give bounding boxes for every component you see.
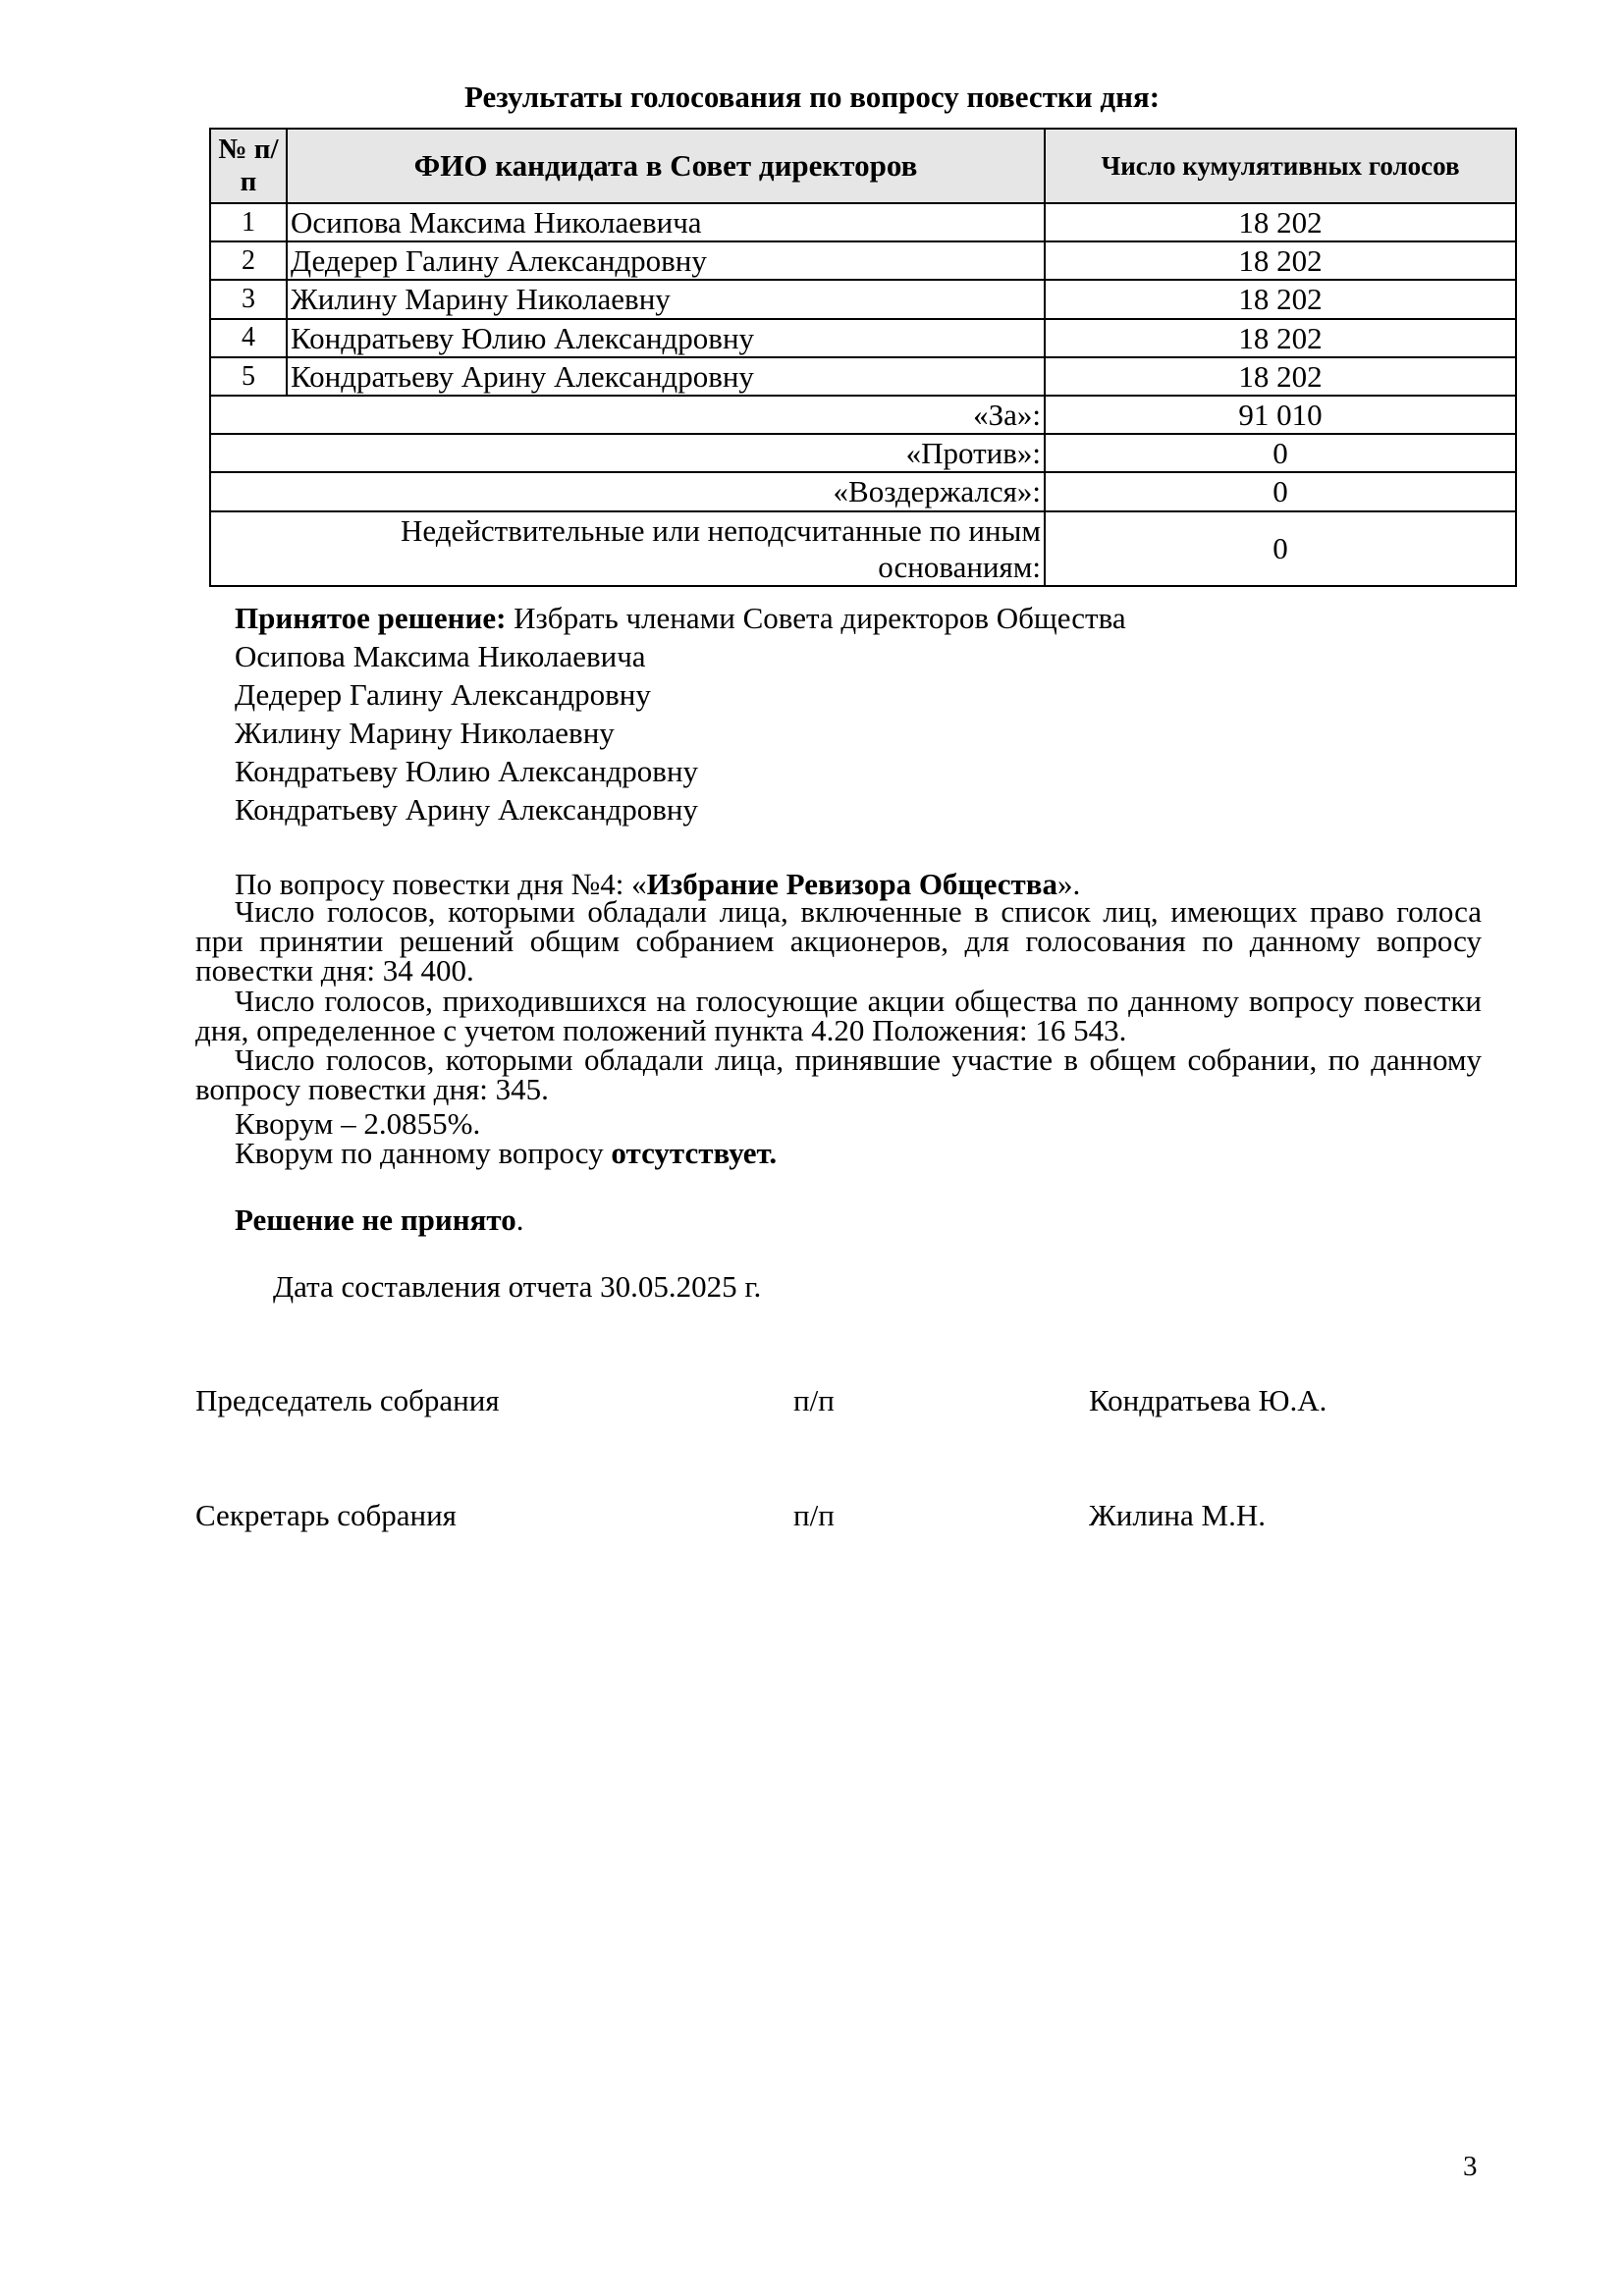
table-row — [210, 241, 1516, 280]
candidate-name: Дедерер Галину Александровну — [287, 241, 1045, 280]
row-number: 4 — [210, 319, 287, 357]
total-label-invalid-line1: Недействительные или неподсчитанные по иным — [401, 512, 1041, 548]
voting-results-table — [209, 128, 1517, 587]
total-value-for: 91 010 — [1045, 396, 1516, 434]
signature-mark: п/п — [793, 1383, 835, 1417]
signature-name: Кондратьева Ю.А. — [1089, 1383, 1327, 1417]
decision-name: Кондратьеву Арину Александровну — [235, 792, 698, 827]
question4-paragraph-eligible-votes — [195, 894, 1482, 988]
signature-mark: п/п — [793, 1498, 835, 1532]
candidate-votes: 18 202 — [1045, 280, 1516, 318]
total-label-for: «За»: — [210, 396, 1045, 434]
total-label-against: «Против»: — [210, 434, 1045, 472]
question4-paragraph-participants — [195, 1042, 1482, 1106]
decision-result-bold: Решение не принято — [235, 1202, 516, 1237]
decision-name: Кондратьеву Юлию Александровну — [235, 754, 699, 788]
decision-result — [235, 1201, 524, 1238]
total-row-against — [210, 434, 1516, 472]
results-title: Результаты голосования по вопросу повестки дня: — [463, 80, 1161, 114]
total-value-against: 0 — [1045, 434, 1516, 472]
candidate-name: Осипова Максима Николаевича — [287, 203, 1045, 241]
question4-intro-title: Избрание Ревизора Общества — [646, 867, 1057, 901]
row-number: 3 — [210, 280, 287, 318]
total-label-invalid-line2: основаниям: — [878, 549, 1041, 584]
table-row — [210, 357, 1516, 396]
total-row-invalid — [210, 511, 1516, 586]
candidate-name: Жилину Марину Николаевну — [287, 280, 1045, 318]
decision-text: Избрать членами Совета директоров Общества — [506, 601, 1126, 635]
quorum-value: Кворум – 2.0855%. — [235, 1106, 481, 1141]
total-row-abstained — [210, 472, 1516, 510]
quorum-status-prefix: Кворум по данному вопросу — [235, 1136, 612, 1170]
table-row — [210, 280, 1516, 318]
table-row — [210, 203, 1516, 241]
quorum-status-bold: отсутствует. — [611, 1136, 778, 1170]
decision-line — [235, 600, 1126, 636]
decision-name: Осипова Максима Николаевича — [235, 639, 646, 673]
page-number: 3 — [1463, 2151, 1478, 2182]
candidate-name: Кондратьеву Юлию Александровну — [287, 319, 1045, 357]
decision-result-suffix: . — [515, 1202, 524, 1237]
signature-role: Секретарь собрания — [195, 1498, 457, 1532]
row-number: 1 — [210, 203, 287, 241]
row-number: 5 — [210, 357, 287, 396]
header-candidate-name: ФИО кандидата в Совет директоров — [287, 129, 1045, 203]
candidate-votes: 18 202 — [1045, 357, 1516, 396]
header-cumulative-votes: Число кумулятивных голосов — [1045, 129, 1516, 203]
total-label-invalid — [210, 511, 1045, 586]
total-value-abstained: 0 — [1045, 472, 1516, 510]
total-row-for — [210, 396, 1516, 434]
row-number: 2 — [210, 241, 287, 280]
signature-name: Жилина М.Н. — [1089, 1498, 1266, 1532]
table-row — [210, 319, 1516, 357]
candidate-votes: 18 202 — [1045, 203, 1516, 241]
paragraph-text: Число голосов, приходившихся на голосующие акции общества по данному вопросу повестки дня, определенное с учетом положений пункта 4.20 Положения: 16 543. — [195, 984, 1482, 1047]
question4-intro-prefix: По вопросу повестки дня №4: « — [235, 867, 647, 901]
header-number: № п/п — [210, 129, 287, 203]
signature-role: Председатель собрания — [195, 1383, 500, 1417]
candidate-votes: 18 202 — [1045, 241, 1516, 280]
quorum-status — [235, 1135, 777, 1171]
candidate-votes: 18 202 — [1045, 319, 1516, 357]
table-header-row — [210, 129, 1516, 203]
paragraph-text: Число голосов, которыми обладали лица, принявшие участие в общем собрании, по данному вопросу повестки дня: 345. — [195, 1042, 1482, 1106]
question4-paragraph-voting-shares — [195, 984, 1482, 1047]
decision-label: Принятое решение: — [235, 601, 507, 635]
total-label-abstained: «Воздержался»: — [210, 472, 1045, 510]
paragraph-text: Число голосов, которыми обладали лица, включенные в список лиц, имеющих право голоса при принятии решений общим собранием акционеров, для голосования по данному вопросу повестки дня: 34 400. — [195, 894, 1482, 988]
decision-name: Дедерер Галину Александровну — [235, 677, 651, 712]
total-value-invalid: 0 — [1045, 511, 1516, 586]
report-date: Дата составления отчета 30.05.2025 г. — [273, 1269, 762, 1304]
candidate-name: Кондратьеву Арину Александровну — [287, 357, 1045, 396]
question4-intro-suffix: ». — [1056, 867, 1081, 901]
decision-name: Жилину Марину Николаевну — [235, 716, 615, 750]
